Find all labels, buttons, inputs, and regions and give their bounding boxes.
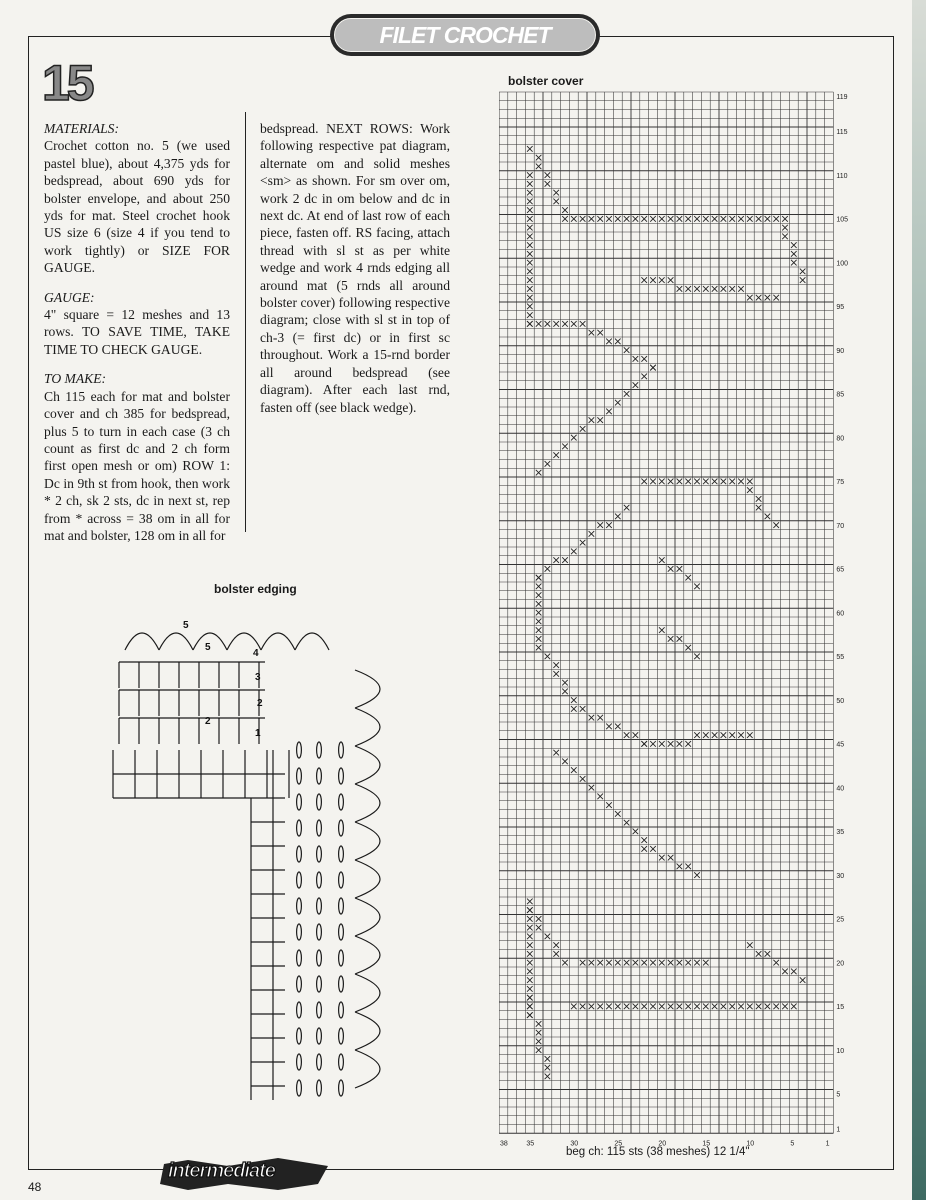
edging-round-label: 4 — [253, 648, 259, 659]
edging-round-label: 5 — [205, 642, 211, 653]
edging-round-label: 2 — [205, 716, 211, 727]
row-label: 60 — [836, 610, 845, 618]
row-label: 5 — [836, 1091, 841, 1099]
pattern-number: 15 — [42, 55, 92, 111]
column-label: 1 — [825, 1140, 830, 1148]
column-label: 15 — [702, 1140, 711, 1148]
edging-title: bolster edging — [214, 582, 297, 596]
section-title: FILET CROCHET — [379, 21, 551, 48]
row-label: 119 — [836, 94, 848, 101]
to-make-heading: TO MAKE: — [44, 371, 107, 387]
edging-round-label: 5 — [183, 620, 189, 631]
column-label: 35 — [526, 1140, 535, 1148]
row-label: 50 — [836, 697, 845, 705]
gauge-section — [44, 289, 230, 359]
row-label: 30 — [836, 872, 845, 880]
materials-text: Crochet cotton no. 5 (we used pastel blue), about 4,375 yds for bedspread, about 690 yds for bolster envelope, and about 250 yds for mat. Steel crochet hook US size 6 (size 4 if you tend to work tightly) or SIZE FOR GAUGE. — [44, 138, 230, 276]
row-label: 40 — [836, 785, 845, 793]
to-make-text: Ch 115 each for mat and bolster cover and ch 385 for bedspread, plus 5 to turn in each case (3 ch count as first dc and 2 ch form first open mesh or om) ROW 1: Dc in 9th st from hook, then work * 2 ch, sk 2 sts, dc in next st, rep from * across = 38 om in all for mat and bolster, 128 om in all for — [44, 388, 230, 543]
row-label: 15 — [836, 1004, 845, 1011]
bolster-edging-diagram — [105, 600, 435, 1110]
section-header — [330, 14, 600, 56]
row-label: 115 — [836, 129, 848, 136]
row-label: 110 — [836, 172, 848, 180]
row-label: 35 — [836, 829, 845, 836]
page-number: 48 — [28, 1180, 42, 1194]
row-label: 90 — [836, 347, 845, 355]
materials-heading: MATERIALS: — [44, 121, 120, 136]
row-label: 20 — [836, 960, 845, 968]
row-label: 100 — [836, 260, 849, 268]
row-label: 1 — [836, 1126, 841, 1134]
row-label: 10 — [836, 1047, 845, 1055]
instructions-right-column — [260, 120, 450, 428]
row-label: 55 — [836, 654, 845, 661]
instructions-left-column — [44, 120, 230, 556]
edging-round-label: 2 — [257, 698, 263, 709]
chart-title: bolster cover — [508, 74, 584, 88]
to-make-section — [44, 370, 230, 544]
row-label: 25 — [836, 916, 845, 924]
row-label: 70 — [836, 522, 845, 530]
materials-section — [44, 120, 230, 277]
row-label: 85 — [836, 391, 845, 399]
page-edge-strip — [912, 0, 926, 1200]
column-divider — [245, 112, 246, 532]
column-label: 25 — [614, 1140, 623, 1148]
row-label: 45 — [836, 741, 845, 749]
edging-round-label: 3 — [255, 672, 261, 683]
column-label: 20 — [658, 1140, 667, 1148]
gauge-heading: GAUGE: — [44, 289, 95, 305]
row-label: 65 — [836, 566, 845, 574]
row-label: 75 — [836, 479, 845, 486]
bolster-cover-chart — [499, 90, 879, 1150]
continued-text: bedspread. NEXT ROWS: Work following respective pat diagram, alternate om and solid meshes <sm> as shown. For sm over om, work 2 dc in om below and dc in next dc. At end of last row of each piece, fasten off. RS facing, attach thread with sl st as per white wedge and work 4 rnds edging all around mat (5 rnds all around bolster cover) following respective diagram; close with sl st in top of ch-3 (= first dc) or in first sc throughout. Work a 15-rnd border all around bedspread (see diagram). After each last rnd, fasten off (see black wedge). — [260, 121, 450, 415]
row-label: 105 — [836, 216, 849, 224]
row-label: 95 — [836, 304, 845, 311]
column-label: 5 — [790, 1140, 795, 1148]
row-label: 80 — [836, 435, 845, 443]
column-label: 10 — [746, 1140, 755, 1148]
edging-round-label: 1 — [255, 728, 261, 739]
beginning-chain-caption: beg ch: 115 sts (38 meshes) 12 1/4" — [566, 1146, 750, 1158]
column-label: 38 — [500, 1140, 508, 1148]
column-label: 30 — [570, 1140, 579, 1148]
skill-level-label: intermediate — [168, 1160, 275, 1182]
gauge-text: 4" square = 12 meshes and 13 rows. TO SAVE TIME, TAKE TIME TO CHECK GAUGE. — [44, 307, 230, 357]
